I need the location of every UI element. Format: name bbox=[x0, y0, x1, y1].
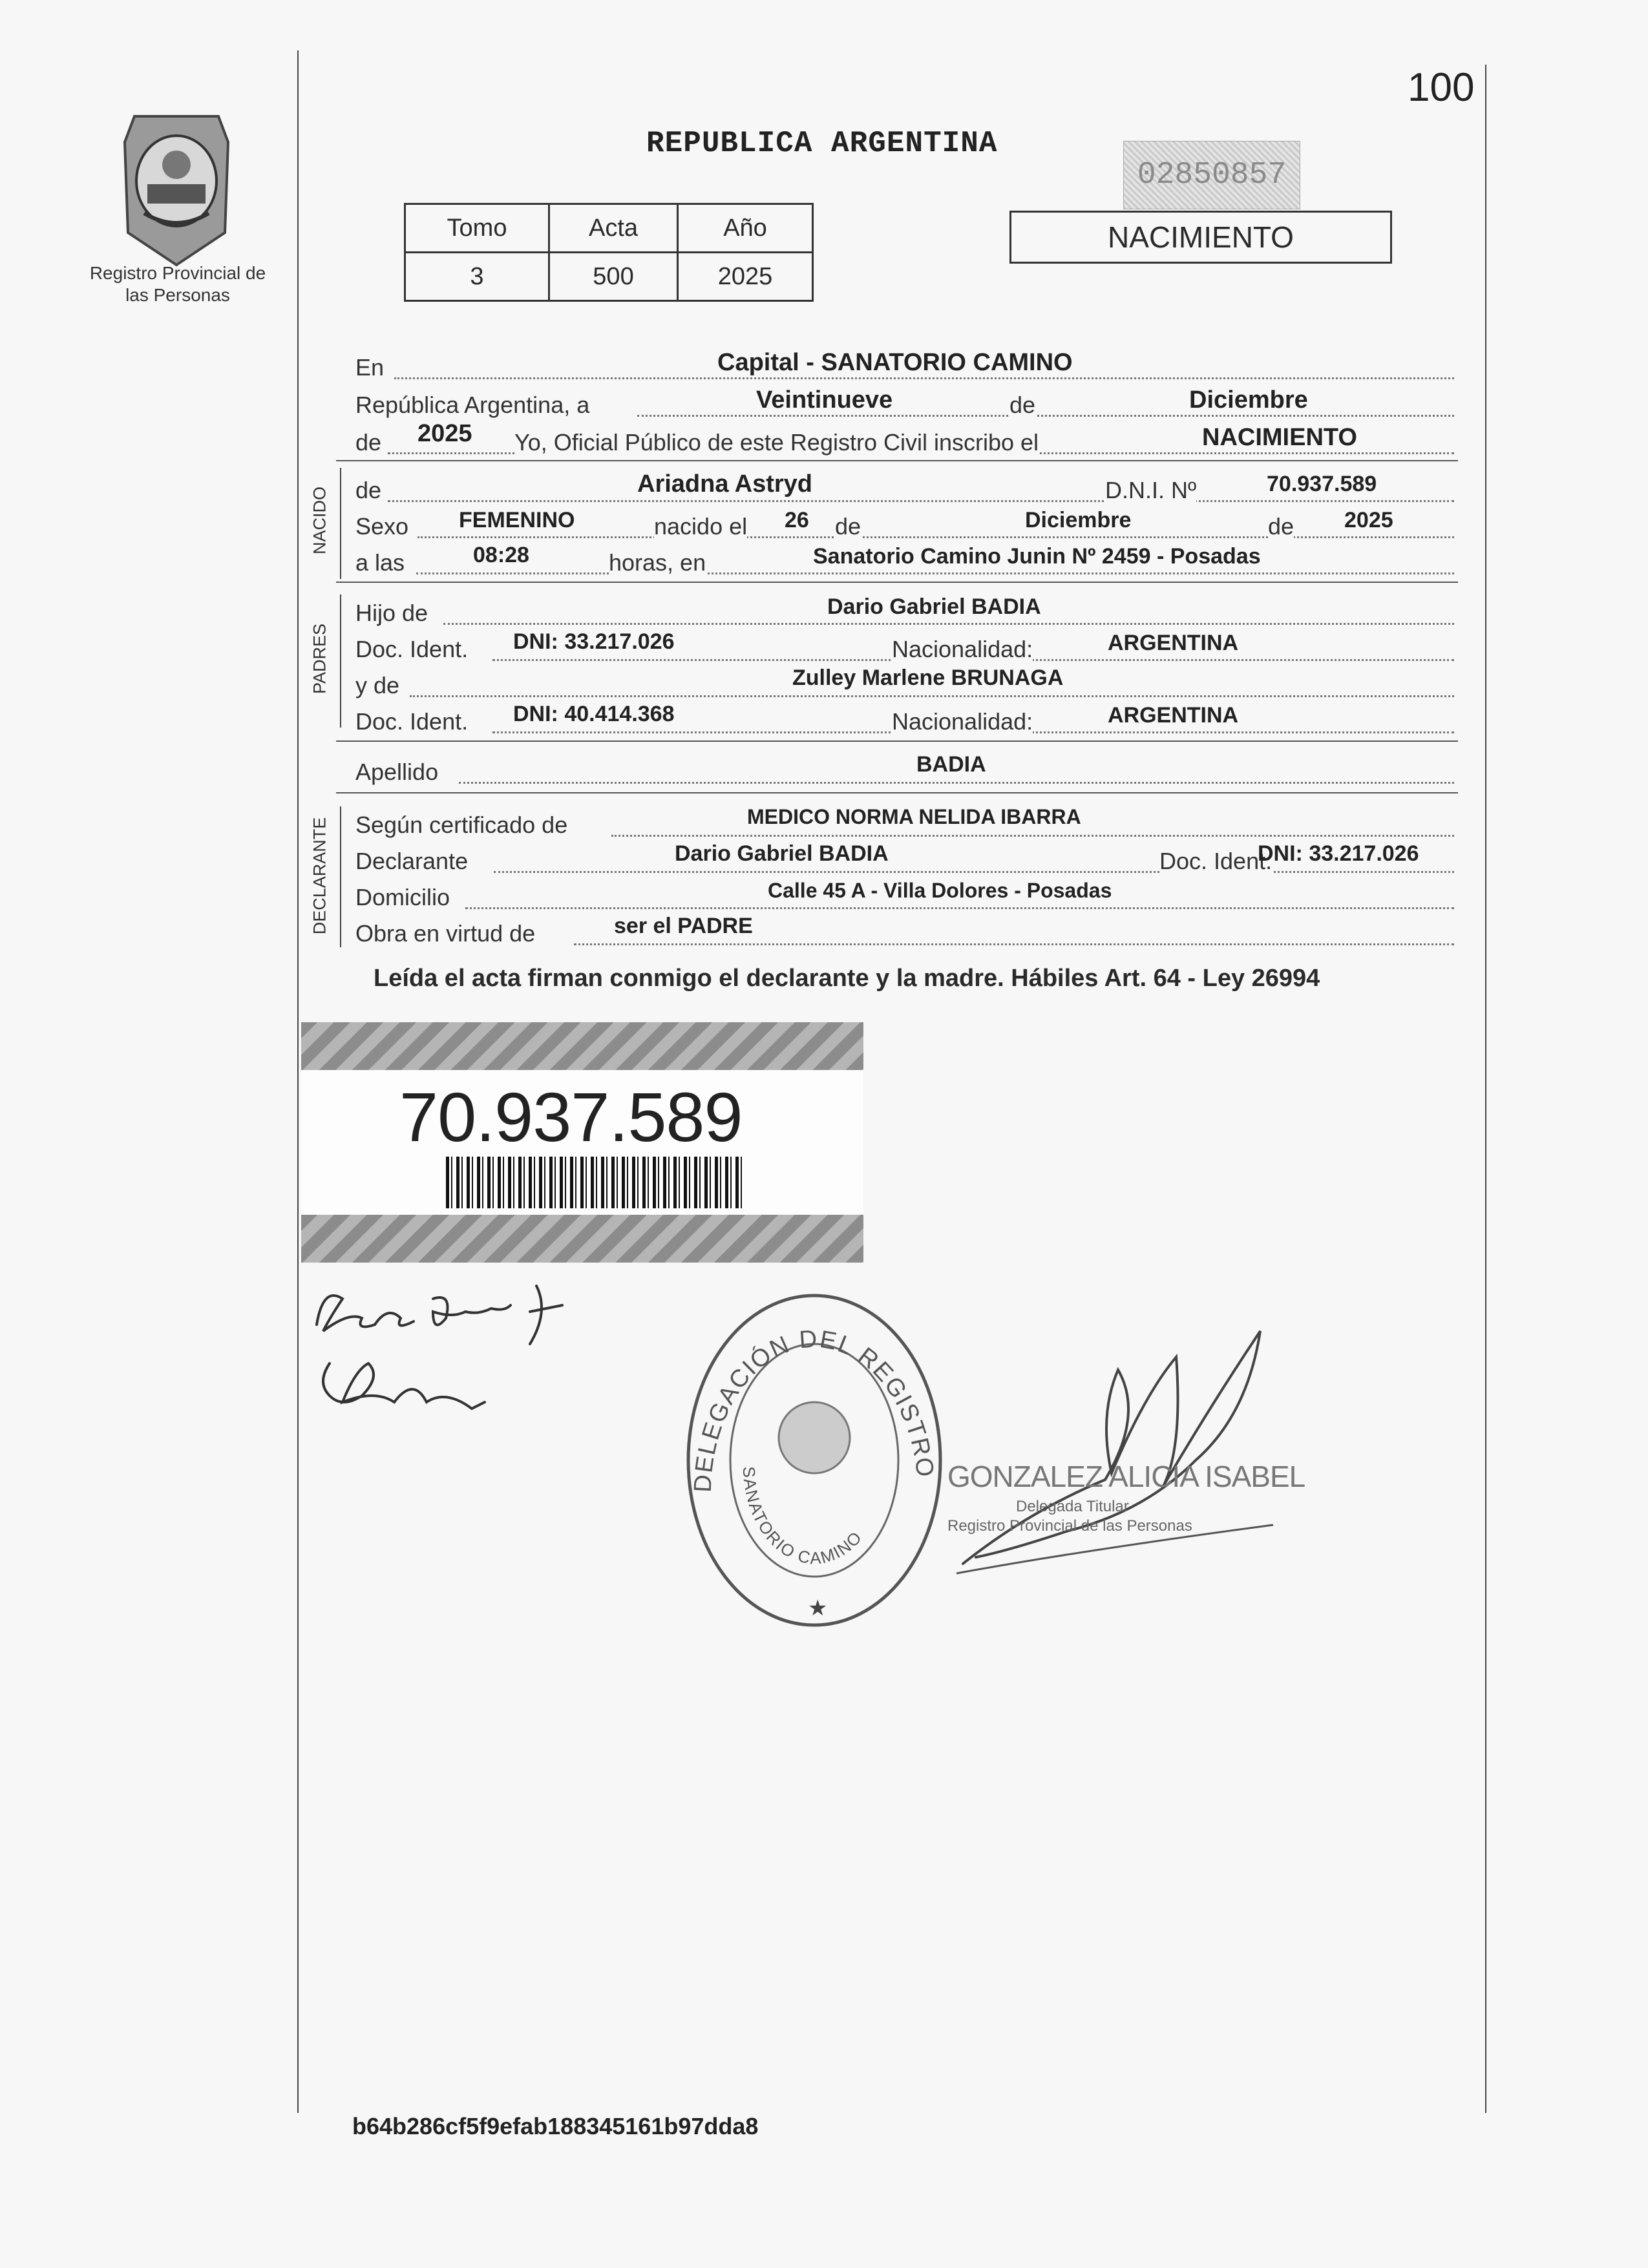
month-value: Diciembre bbox=[1189, 386, 1308, 414]
de-label-3: de bbox=[1268, 513, 1294, 540]
apellido-row bbox=[355, 752, 1454, 788]
serial-number-stamp: 02850857 bbox=[1123, 141, 1300, 209]
birth-day-value: 26 bbox=[785, 508, 809, 532]
de-label: de bbox=[355, 477, 382, 503]
declarante-row-4 bbox=[355, 914, 1454, 950]
closing-statement: Leída el acta firman conmigo el declarante y la madre. Hábiles Art. 64 - Ley 26994 bbox=[374, 965, 1320, 992]
father-name-value: Dario Gabriel BADIA bbox=[827, 594, 1041, 619]
acta-header: Acta bbox=[549, 204, 678, 253]
horas-label: horas, en bbox=[609, 549, 706, 576]
act-kind-value: NACIMIENTO bbox=[1202, 424, 1357, 451]
day-words-value: Veintinueve bbox=[756, 386, 893, 414]
official-organization: Registro Provincial de las Personas bbox=[947, 1517, 1192, 1535]
apellido-value: BADIA bbox=[916, 752, 986, 777]
sticker-bottom-strip bbox=[301, 1215, 863, 1263]
anio-header: Año bbox=[678, 204, 813, 253]
section-divider bbox=[336, 792, 1458, 793]
acta-value: 500 bbox=[549, 253, 678, 301]
intro-row-1 bbox=[355, 349, 1454, 385]
left-margin-line bbox=[297, 50, 299, 2113]
father-doc-value: DNI: 33.217.026 bbox=[513, 629, 675, 654]
nacido-el-label: nacido el bbox=[654, 513, 748, 540]
certificado-label: Según certificado de bbox=[355, 812, 568, 838]
section-divider bbox=[336, 582, 1458, 583]
republica-label: República Argentina, a bbox=[355, 392, 590, 418]
official-role: Delegada Titular bbox=[1016, 1498, 1129, 1515]
mother-nationality-value: ARGENTINA bbox=[1108, 703, 1239, 728]
tomo-header: Tomo bbox=[405, 204, 549, 253]
hijo-label: Hijo de bbox=[355, 600, 428, 626]
section-divider bbox=[336, 740, 1458, 742]
nacionalidad-label: Nacionalidad: bbox=[892, 636, 1033, 662]
declarante-row-1 bbox=[355, 805, 1454, 841]
dni-label: D.N.I. Nº bbox=[1105, 477, 1197, 503]
apellido-label: Apellido bbox=[355, 759, 439, 785]
svg-text:★: ★ bbox=[808, 1596, 828, 1621]
sticker-top-strip bbox=[301, 1022, 863, 1070]
barcode-bars bbox=[446, 1157, 743, 1208]
official-seal bbox=[672, 1279, 956, 1644]
a-las-label: a las bbox=[355, 549, 405, 576]
mother-name-value: Zulley Marlene BRUNAGA bbox=[792, 666, 1064, 690]
registry-name: Registro Provincial de las Personas bbox=[89, 263, 266, 305]
de2-label: de bbox=[355, 429, 382, 456]
de-label: de bbox=[1009, 392, 1036, 418]
tomo-value: 3 bbox=[405, 253, 549, 301]
declarante-row-2 bbox=[355, 841, 1454, 877]
nacido-bracket bbox=[340, 468, 341, 579]
padres-bracket bbox=[340, 594, 341, 728]
declarante-label: Declarante bbox=[355, 848, 469, 874]
birth-time-value: 08:28 bbox=[473, 543, 529, 567]
declarant-signature bbox=[304, 1273, 607, 1457]
domicilio-value: Calle 45 A - Villa Dolores - Posadas bbox=[768, 879, 1112, 902]
declarante-row-3 bbox=[355, 877, 1454, 914]
birth-place-value: Sanatorio Camino Junin Nº 2459 - Posadas bbox=[813, 544, 1261, 569]
official-name: GONZALEZ ALICIA ISABEL bbox=[947, 1460, 1305, 1493]
father-nationality-value: ARGENTINA bbox=[1108, 631, 1239, 655]
domicilio-label: Domicilio bbox=[355, 884, 450, 910]
province-coat-of-arms bbox=[109, 103, 244, 271]
sexo-label: Sexo bbox=[355, 513, 409, 540]
padres-section-label: PADRES bbox=[310, 623, 330, 695]
seal-inner-text: SANATORIO CAMINO bbox=[739, 1465, 867, 1568]
en-label: En bbox=[355, 354, 385, 381]
declarante-doc-value: DNI: 33.217.026 bbox=[1258, 841, 1419, 866]
child-name-value: Ariadna Astryd bbox=[637, 470, 812, 498]
svg-text:SANATORIO CAMINO bbox=[739, 1466, 866, 1568]
padres-row-2 bbox=[355, 629, 1454, 666]
obra-label: Obra en virtud de bbox=[355, 920, 536, 947]
declarante-bracket bbox=[340, 806, 341, 947]
nacionalidad-label-2: Nacionalidad: bbox=[892, 708, 1033, 735]
y-de-label: y de bbox=[355, 672, 400, 698]
obra-value: ser el PADRE bbox=[614, 914, 753, 938]
doc-label: Doc. Ident. bbox=[1159, 848, 1273, 874]
section-divider bbox=[336, 460, 1458, 461]
document-hash: b64b286cf5f9efab188345161b97dda8 bbox=[352, 2113, 759, 2139]
nacido-section-label: NACIDO bbox=[310, 487, 330, 555]
oficial-text: Yo, Oficial Público de este Registro Civil inscribo el bbox=[514, 429, 1039, 456]
declarante-value: Dario Gabriel BADIA bbox=[675, 841, 889, 866]
document-type-box: NACIMIENTO bbox=[1009, 211, 1392, 264]
mother-doc-value: DNI: 40.414.368 bbox=[513, 702, 675, 726]
anio-value: 2025 bbox=[678, 253, 813, 301]
doc-label: Doc. Ident. bbox=[355, 636, 469, 662]
year-value: 2025 bbox=[417, 420, 472, 447]
nacido-row-1 bbox=[355, 470, 1454, 507]
right-margin-line bbox=[1485, 65, 1486, 2113]
padres-row-3 bbox=[355, 666, 1454, 702]
intro-row-2 bbox=[355, 386, 1454, 423]
declarante-section-label: DECLARANTE bbox=[310, 817, 330, 935]
barcode-number: 70.937.589 bbox=[399, 1078, 743, 1156]
act-reference-table bbox=[404, 203, 814, 302]
intro-row-3 bbox=[355, 420, 1454, 460]
sexo-value: FEMENINO bbox=[459, 508, 575, 532]
page-number: 100 bbox=[1408, 65, 1475, 110]
birth-year-value: 2025 bbox=[1344, 508, 1393, 532]
nacido-row-3 bbox=[355, 543, 1454, 579]
nacido-row-2 bbox=[355, 507, 1454, 543]
document-country-title: REPUBLICA ARGENTINA bbox=[646, 127, 998, 160]
doc-label-2: Doc. Ident. bbox=[355, 708, 469, 735]
padres-row-1 bbox=[355, 593, 1454, 629]
de-label-2: de bbox=[835, 513, 861, 540]
seal-outer-text: DELEGACIÓN DEL REGISTRO bbox=[689, 1325, 939, 1493]
child-dni-value: 70.937.589 bbox=[1267, 472, 1377, 496]
certificado-value: MEDICO NORMA NELIDA IBARRA bbox=[747, 805, 1081, 828]
padres-row-4 bbox=[355, 702, 1454, 738]
birth-month-value: Diciembre bbox=[1025, 508, 1132, 532]
place-value: Capital - SANATORIO CAMINO bbox=[717, 349, 1073, 376]
